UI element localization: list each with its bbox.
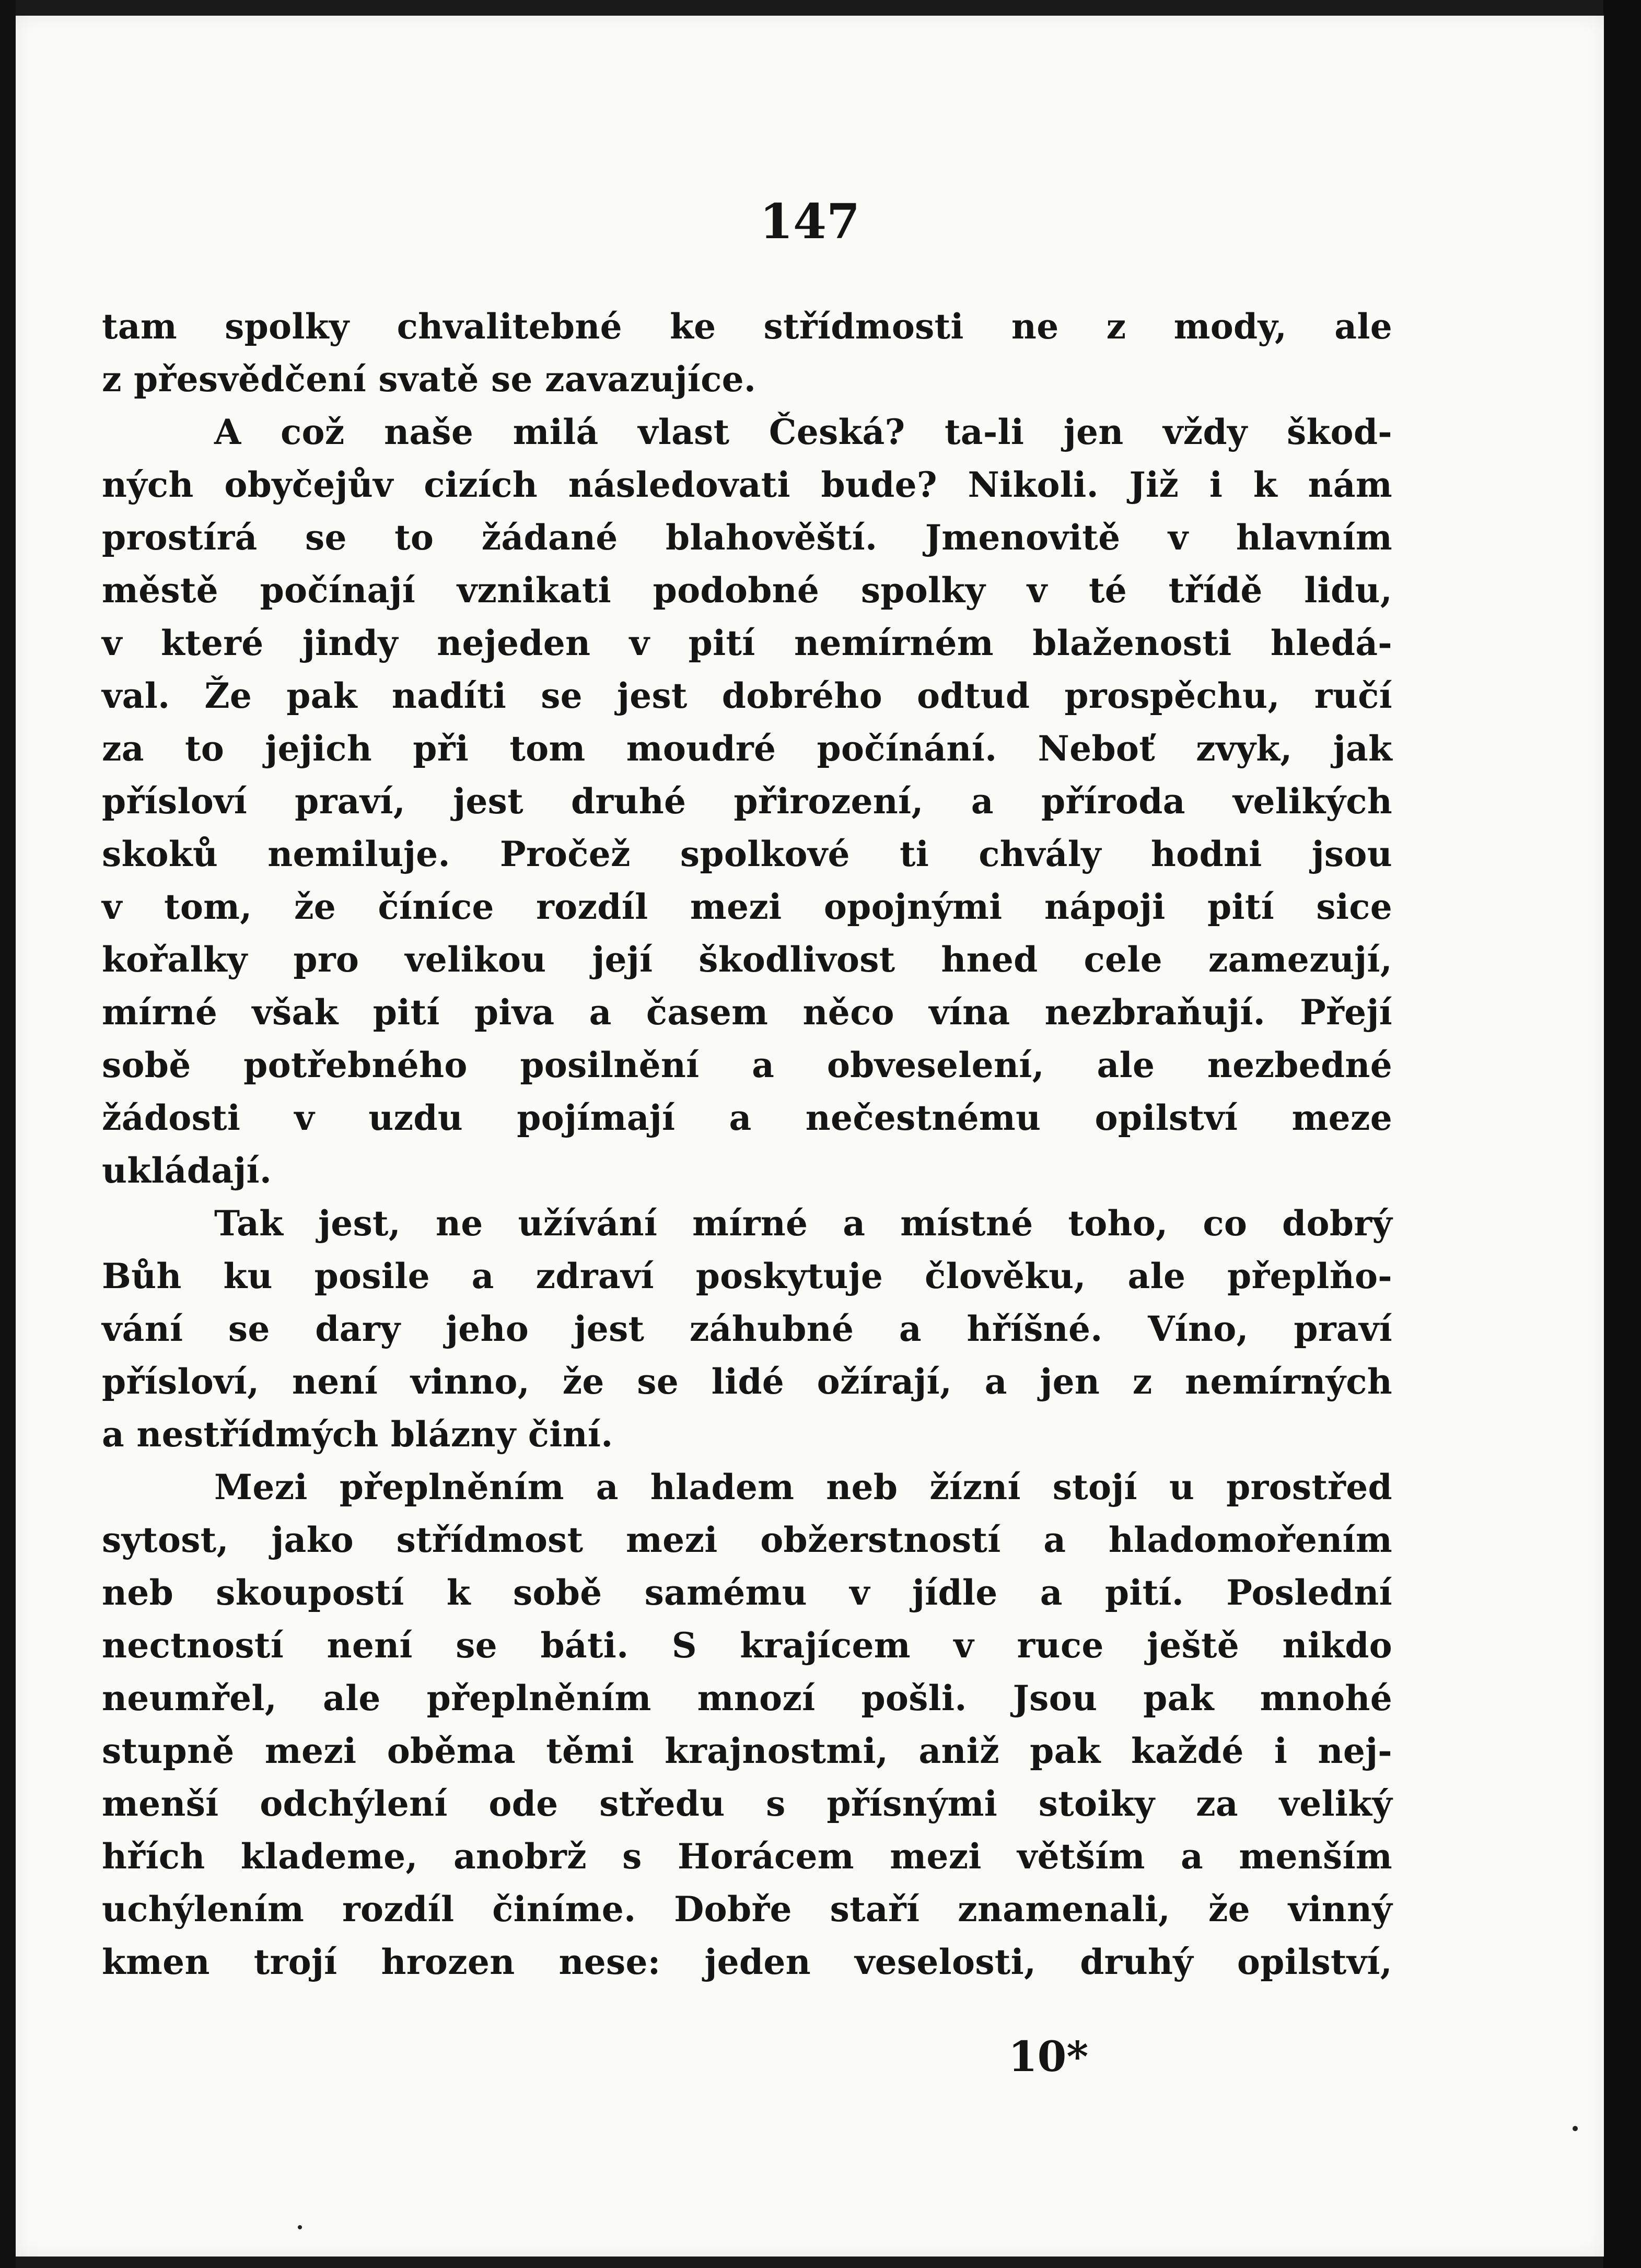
text-line: přísloví praví, jest druhé přirození, a příroda velikých [102,781,1392,822]
text-line: A což naše milá vlast Česká? ta-li jen vždy škod- [214,412,1392,452]
text-line: Bůh ku posile a zdraví poskytuje člověku, ale přeplňo- [102,1256,1392,1296]
text-line: žádosti v uzdu pojímají a nečestnému opilství meze [102,1097,1392,1138]
signature-mark: 10* [1008,2032,1089,2081]
text-line: v které jindy nejeden v pití nemírném blaženosti hledá- [102,623,1392,663]
text-line: neb skoupostí k sobě samému v jídle a pití. Poslední [102,1572,1392,1613]
scan-edge-left [0,0,16,2268]
text-line: sobě potřebného posilnění a obveselení, ale nezbedné [102,1045,1392,1085]
text-line: kmen trojí hrozen nese: jeden veselosti, druhý opilství, [102,1942,1392,1982]
text-line: městě počínají vznikati podobné spolky v té třídě lidu, [102,570,1392,611]
text-line: ných obyčejův cizích následovati bude? Nikoli. Již i k nám [102,464,1392,505]
text-line: neumřel, ale přeplněním mnozí pošli. Jsou pak mnohé [102,1678,1392,1718]
text-line: a nestřídmých blázny činí. [102,1414,613,1455]
book-page [16,16,1604,2257]
text-line: přísloví, není vinno, že se lidé ožírají, a jen z nemírných [102,1361,1392,1402]
text-line: v tom, že číníce rozdíl mezi opojnými nápoji pití sice [102,886,1392,927]
text-line: prostírá se to žádané blahověští. Jmenovitě v hlavním [102,517,1392,558]
page-number: 147 [759,193,860,250]
text-line: z přesvědčení svatě se zavazujíce. [102,359,757,400]
text-line: menší odchýlení ode středu s přísnými stoiky za veliký [102,1783,1392,1824]
text-line: za to jejich při tom moudré počínání. Neboť zvyk, jak [102,728,1392,769]
text-line: val. Že pak nadíti se jest dobrého odtud prospěchu, ručí [102,675,1392,716]
text-line: vání se dary jeho jest záhubné a hříšné. Víno, praví [102,1308,1392,1349]
text-line: tam spolky chvalitebné ke střídmosti ne z mody, ale [102,306,1392,347]
text-line: skoků nemiluje. Pročež spolkové ti chvály hodni jsou [102,834,1392,874]
text-line: uchýlením rozdíl činíme. Dobře staří znamenali, že vinný [102,1889,1392,1930]
text-line: stupně mezi oběma těmi krajnostmi, aniž pak každé i nej- [102,1731,1392,1771]
body-text [102,300,1392,1989]
text-line: Mezi přeplněním a hladem neb žízní stojí u prostřed [214,1467,1392,1507]
scan-edge-right [1603,0,1641,2268]
text-line: nectností není se báti. S krajícem v ruce ještě nikdo [102,1625,1392,1666]
text-line: mírné však pití piva a časem něco vína nezbraňují. Přejí [102,992,1392,1033]
text-line: sytost, jako střídmost mezi obžerstností a hladomořením [102,1519,1392,1560]
text-line: ukládají. [102,1150,272,1191]
text-line: Tak jest, ne užívání mírné a místné toho, co dobrý [214,1203,1392,1244]
text-line: kořalky pro velikou její škodlivost hned cele zamezují, [102,939,1392,980]
scan-speck [1573,2126,1578,2131]
scan-speck [298,2225,302,2229]
text-line: hřích klademe, anobrž s Horácem mezi větším a menším [102,1836,1392,1877]
